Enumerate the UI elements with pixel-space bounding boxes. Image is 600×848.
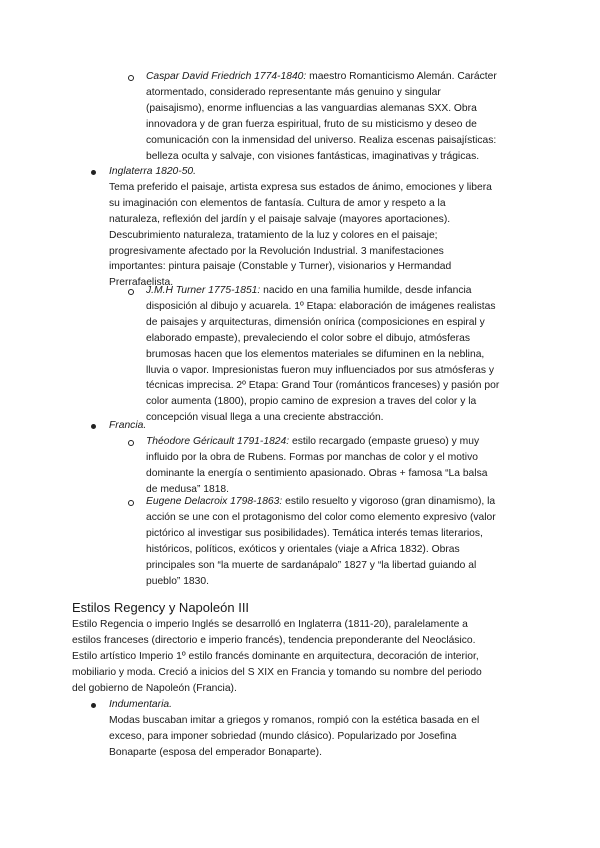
circle-bullet-icon (128, 440, 134, 446)
friedrich-line: (paisajismo), enorme influencias a las vanguardias alemanas SXX. Obra (146, 102, 477, 114)
friedrich-line: atormentado, considerado representante más genuino y singular (146, 86, 441, 98)
disc-bullet-icon (91, 703, 96, 708)
turner-line: de paisajes y arquitecturas, dimensión onírica (composiciones en espiral y (146, 316, 485, 328)
inglaterra-line: Tema preferido el paisaje, artista expresa sus estados de ánimo, emociones y libera (109, 181, 492, 193)
delacroix-name: Eugene Delacroix 1798-1863: (146, 496, 283, 507)
turner-name: J.M.H Turner 1775-1851: (146, 285, 261, 296)
turner-line: concepción visual llega a una creciente abstracción. (146, 412, 384, 424)
delacroix-line: principales son “la muerte de sardanápalo” 1827 y “la libertad guiando al (146, 559, 477, 571)
turner-line: lluvia o vapor. Impresionistas fueron muy influenciados por sus atmósferas y (146, 364, 494, 376)
circle-bullet-icon (128, 500, 134, 506)
friedrich-name: Caspar David Friedrich 1774-1840: (146, 71, 307, 82)
circle-bullet-icon (128, 289, 134, 295)
delacroix-line: históricos, políticos, exóticos y orientales (viaje a Africa 1832). Obras (146, 543, 460, 555)
regency-line: Estilo Regencia o imperio Inglés se desarrolló en Inglaterra (1811-20), paralelamente a (72, 619, 468, 630)
turner-line: color aumenta (1800), propio camino de expresion a traves del color y la (146, 396, 477, 408)
gericault-line: dominante la energía o sentimiento apasionado. Obras + famosa “La balsa (146, 467, 488, 479)
gericault-entry (146, 434, 487, 498)
friedrich-line: comunicación con la inmensidad del universo. Realiza escenas paisajísticas: (146, 134, 497, 146)
turner-line: disposición al dibujo y acuarela. 1º Etapa: elaboración de imágenes realistas (146, 300, 496, 312)
regency-line: mobiliario y moda. Creció a inicios del S XIX en Francia y tomando su nombre del periodo (72, 666, 482, 678)
indumentaria-line: Bonaparte (esposa del emperador Bonaparte). (109, 746, 322, 758)
circle-bullet-icon (128, 75, 134, 81)
turner-line: brumosas hacen que los elementos materiales se difuminen en la neblina, (146, 348, 485, 360)
delacroix-line: pictórico al investigar sus posibilidades). Temática interés temas literarios, (146, 527, 483, 539)
inglaterra-line: su imaginación con elementos de fantasía. Cultura de amor y respeto a la (109, 197, 446, 209)
indumentaria-line: Modas buscaban imitar a griegos y romanos, rompió con la estética basada en el (109, 714, 480, 726)
regency-line: estilos franceses (directorio e imperio francés), tendencia preponderante del Neoclásico. (72, 634, 476, 646)
gericault-line: de medusa” 1818. (146, 483, 230, 495)
gericault-name: Théodore Géricault 1791-1824: (146, 436, 290, 447)
disc-bullet-icon (91, 424, 96, 429)
friedrich-line: maestro Romanticismo Alemán. Carácter (306, 71, 497, 82)
turner-line: nacido en una familia humilde, desde infancia (260, 285, 472, 296)
inglaterra-line: Prerrafaelista. (109, 277, 174, 289)
inglaterra-line: Descubrimiento naturaleza, tratamiento de la luz y colores en el paisaje; (109, 229, 438, 241)
delacroix-entry (146, 494, 496, 589)
friedrich-line: innovadora y de gran fuerza espiritual, fruto de su misticismo y deseo de (146, 118, 477, 130)
inglaterra-section (109, 164, 492, 291)
regency-line: del gobierno de Napoleón (Francia). (72, 682, 237, 694)
inglaterra-line: progresivamente afectado por la Revolución Industrial. 3 manifestaciones (109, 245, 444, 257)
friedrich-line: belleza oculta y salvaje, con visiones fantásticas, imaginativas y trágicas. (146, 150, 480, 162)
section-heading: Estilos Regency y Napoleón III (72, 600, 250, 615)
inglaterra-line: importantes: pintura paisaje (Constable y Turner), visionarios y Hermandad (109, 261, 452, 273)
francia-section (109, 418, 146, 434)
francia-title: Francia. (109, 420, 147, 431)
delacroix-line: estilo resuelto y vigoroso (gran dinamismo), la (282, 496, 496, 507)
delacroix-line: pueblo” 1830. (146, 575, 209, 587)
inglaterra-title: Inglaterra 1820-50. (109, 166, 197, 177)
regency-line: Estilo artístico Imperio 1º estilo francés dominante en arquitectura, decoración de interior, (72, 650, 479, 662)
turner-line: elaborado empaste), prevaleciendo el color sobre el dibujo, atmósferas (146, 332, 470, 344)
turner-line: técnicas imprecisa. 2º Etapa: Grand Tour (románticos franceses) y pasión por (146, 380, 500, 392)
indumentaria-title: Indumentaria. (109, 699, 172, 710)
friedrich-entry (146, 69, 497, 164)
turner-entry (146, 283, 499, 426)
disc-bullet-icon (91, 170, 96, 175)
inglaterra-line: naturaleza, reflexión del jardín y el paisaje salvaje (mayores aportaciones). (109, 213, 451, 225)
delacroix-line: acción se une con el protagonismo del color como elemento expresivo (valor (146, 511, 496, 523)
indumentaria-section (109, 697, 479, 761)
gericault-line: estilo recargado (empaste grueso) y muy (289, 436, 480, 447)
gericault-line: influido por la obra de Rubens. Formas por manchas de color y el motivo (146, 451, 478, 463)
regency-paragraph (72, 617, 482, 697)
indumentaria-line: exceso, para imponer sobriedad (mundo clásico). Popularizado por Josefina (109, 730, 457, 742)
